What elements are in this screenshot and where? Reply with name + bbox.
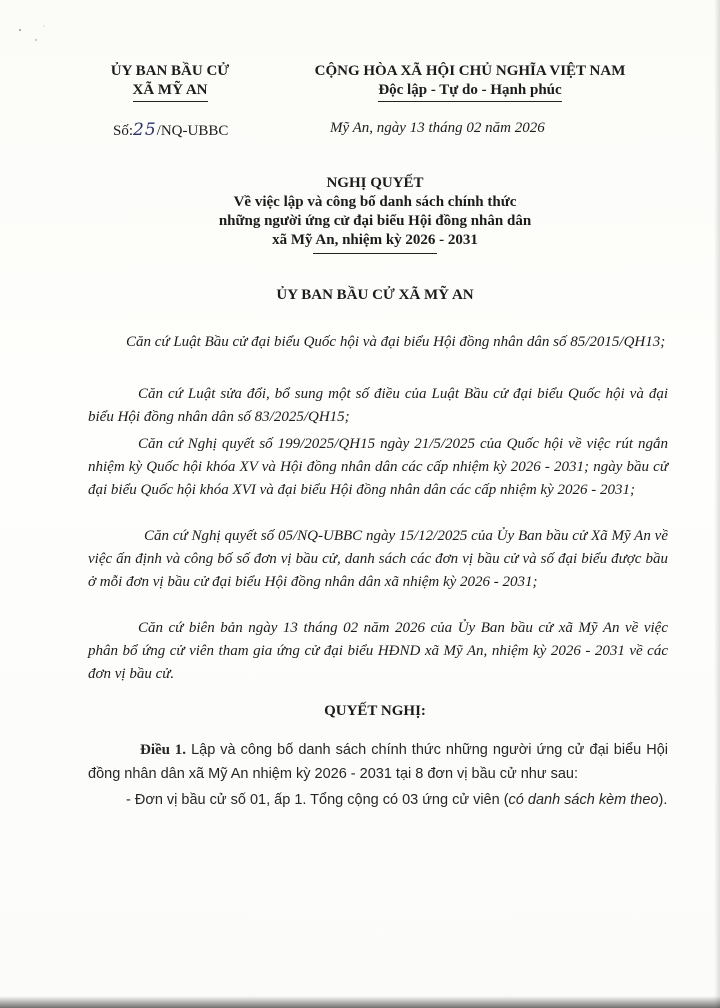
- doc-number-suffix: /NQ-UBBC: [156, 123, 229, 139]
- preamble-paragraph: Căn cứ Luật sửa đổi, bổ sung một số điều của Luật Bầu cử đại biểu Quốc hội và đại biểu Hội đồng nhân dân số 83/2025/QH15;: [88, 386, 668, 425]
- decision-heading: QUYẾT NGHỊ:: [324, 703, 426, 719]
- issuing-organization: [90, 62, 250, 102]
- preamble-paragraph: Căn cứ biên bản ngày 13 tháng 02 năm 2026 của Ủy Ban bầu cử xã Mỹ An về việc phân bổ ứng cử viên tham gia ứng cử đại biểu HĐND xã Mỹ An, nhiệm kỳ 2026 - 2031 về các đơn vị bầu cử.: [88, 620, 668, 682]
- item-text: - Đơn vị bầu cử số 01, ấp 1. Tổng cộng có 03 ứng cử viên (: [126, 792, 509, 808]
- item-end: ).: [658, 792, 668, 808]
- issuer-heading: ỦY BAN BẦU CỬ XÃ MỸ AN: [276, 287, 474, 303]
- document-number: [113, 120, 228, 140]
- title-line-3: xã Mỹ An, nhiệm kỳ 2026 - 2031: [272, 232, 478, 248]
- preamble-paragraph: Căn cứ Luật Bầu cử đại biểu Quốc hội và đại biểu Hội đồng nhân dân số 85/2015/QH13;: [126, 334, 666, 350]
- document-date: Mỹ An, ngày 13 tháng 02 năm 2026: [330, 120, 545, 136]
- article-1-text: Lập và công bố danh sách chính thức những người ứng cử đại biểu Hội đồng nhân dân xã Mỹ An nhiệm kỳ 2026 - 2031 tại 8 đơn vị bầu cử như sau:: [88, 742, 668, 782]
- title-line-2: những người ứng cử đại biểu Hội đồng nhân dân: [218, 213, 532, 229]
- title-line-1: Về việc lập và công bố danh sách chính thức: [233, 194, 517, 210]
- nation-line-1: CỘNG HÒA XÃ HỘI CHỦ NGHĨA VIỆT NAM: [314, 63, 626, 79]
- org-line-1: ỦY BAN BẦU CỬ: [110, 63, 230, 79]
- scan-specks: [14, 18, 54, 48]
- org-line-2: XÃ MỸ AN: [133, 81, 208, 102]
- article-1-label: Điều 1.: [140, 742, 187, 758]
- scan-right-edge: [714, 0, 720, 1008]
- doc-number-prefix: Số:: [113, 123, 134, 139]
- handwritten-number: 25: [133, 120, 157, 140]
- preamble-paragraph: Căn cứ Nghị quyết số 05/NQ-UBBC ngày 15/12/2025 của Ủy Ban bầu cử Xã Mỹ An về việc ấn định và công bố số đơn vị bầu cử, danh sách các đơn vị bầu cử và số đại biểu được bầu ở mỗi đơn vị bầu cử đại biểu Hội đồng nhân dân xã nhiệm kỳ 2026 - 2031;: [88, 528, 668, 590]
- national-motto: [290, 62, 650, 102]
- constituency-item: [88, 788, 668, 812]
- title-type: NGHỊ QUYẾT: [326, 175, 424, 191]
- article-1: [88, 738, 668, 786]
- preamble-paragraph: Căn cứ Nghị quyết số 199/2025/QH15 ngày 21/5/2025 của Quốc hội về việc rút ngắn nhiệm kỳ Quốc hội khóa XV và Hội đồng nhân dân các cấp nhiệm kỳ 2026 - 2031; ngày bầu cử đại biểu Quốc hội khóa XVI và đại biểu Hội đồng nhân dân các cấp nhiệm kỳ 2026 - 2031;: [88, 436, 668, 498]
- scan-bottom-edge: [0, 996, 720, 1008]
- nation-line-2: Độc lập - Tự do - Hạnh phúc: [378, 81, 561, 102]
- item-italic-note: có danh sách kèm theo: [508, 792, 659, 808]
- document-title: [150, 174, 600, 254]
- title-underline: [313, 253, 437, 254]
